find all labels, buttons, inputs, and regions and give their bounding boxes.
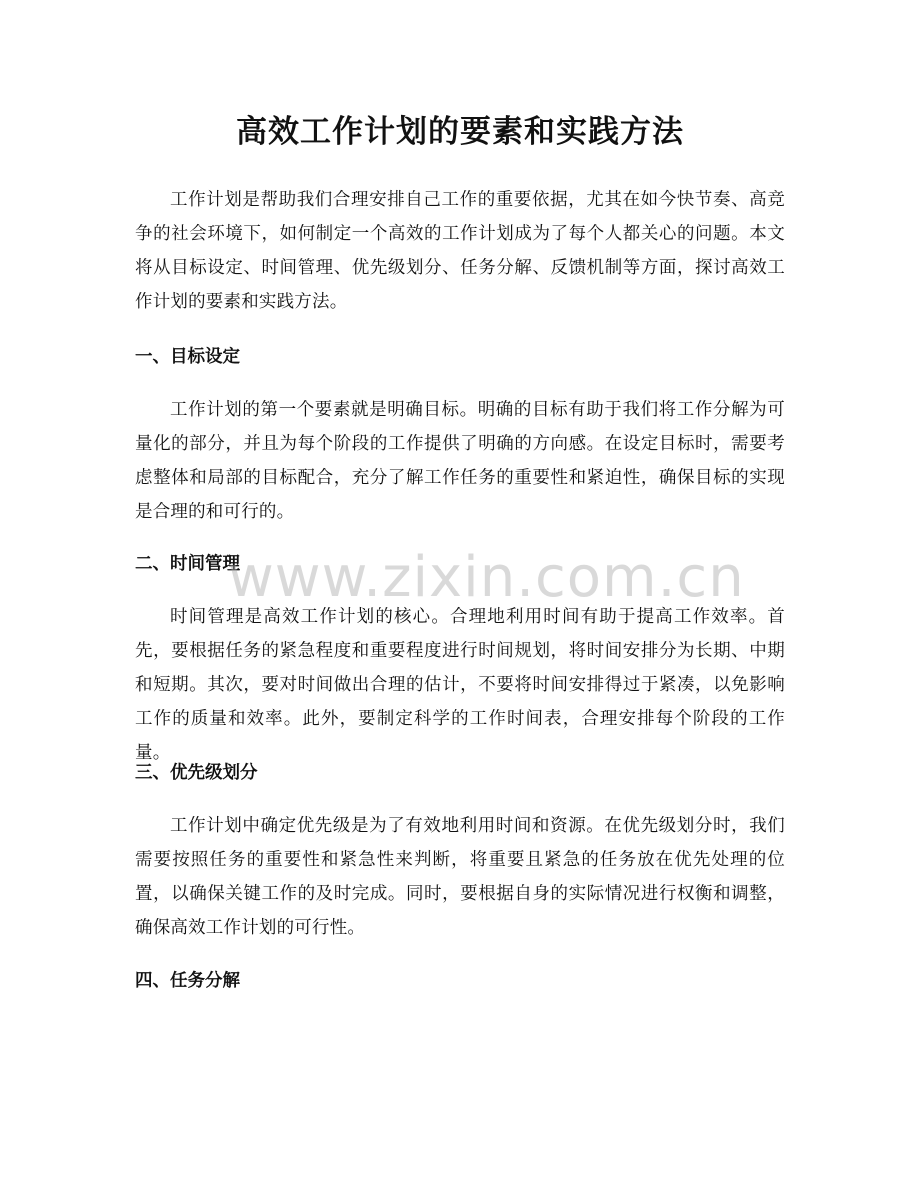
section-heading-task-breakdown: 四、任务分解 bbox=[135, 971, 240, 991]
section-body-priority: 工作计划中确定优先级是为了有效地利用时间和资源。在优先级划分时，我们需要按照任务的重要性和紧急性来判断，将重要且紧急的任务放在优先处理的位置，以确保关键工作的及时完成。同时，要根据自身的实际情况进行权衡和调整，确保高效工作计划的可行性。 bbox=[135, 816, 785, 938]
section-heading-time-management: 二、时间管理 bbox=[135, 554, 240, 574]
intro-paragraph: 工作计划是帮助我们合理安排自己工作的重要依据，尤其在如今快节奏、高竞争的社会环境下，如何制定一个高效的工作计划成为了每个人都关心的问题。本文将从目标设定、时间管理、优先级划分、任务分解、反馈机制等方面，探讨高效工作计划的要素和实践方法。 bbox=[135, 190, 785, 312]
section-body-goal-setting: 工作计划的第一个要素就是明确目标。明确的目标有助于我们将工作分解为可量化的部分，并且为每个阶段的工作提供了明确的方向感。在设定目标时，需要考虑整体和局部的目标配合，充分了解工作任务的重要性和紧迫性，确保目标的实现是合理的和可行的。 bbox=[135, 400, 785, 522]
watermark: www.zixin.com.cn bbox=[228, 545, 745, 610]
document-title: 高效工作计划的要素和实践方法 bbox=[236, 114, 684, 150]
section-heading-priority: 三、优先级划分 bbox=[135, 763, 258, 783]
section-heading-goal-setting: 一、目标设定 bbox=[135, 347, 240, 367]
section-body-time-management: 时间管理是高效工作计划的核心。合理地利用时间有助于提高工作效率。首先，要根据任务的紧急程度和重要程度进行时间规划，将时间安排分为长期、中期和短期。其次，要对时间做出合理的估计，不要将时间安排得过于紧凑，以免影响工作的质量和效率。此外，要制定科学的工作时间表，合理安排每个阶段的工作量。 bbox=[135, 607, 785, 763]
